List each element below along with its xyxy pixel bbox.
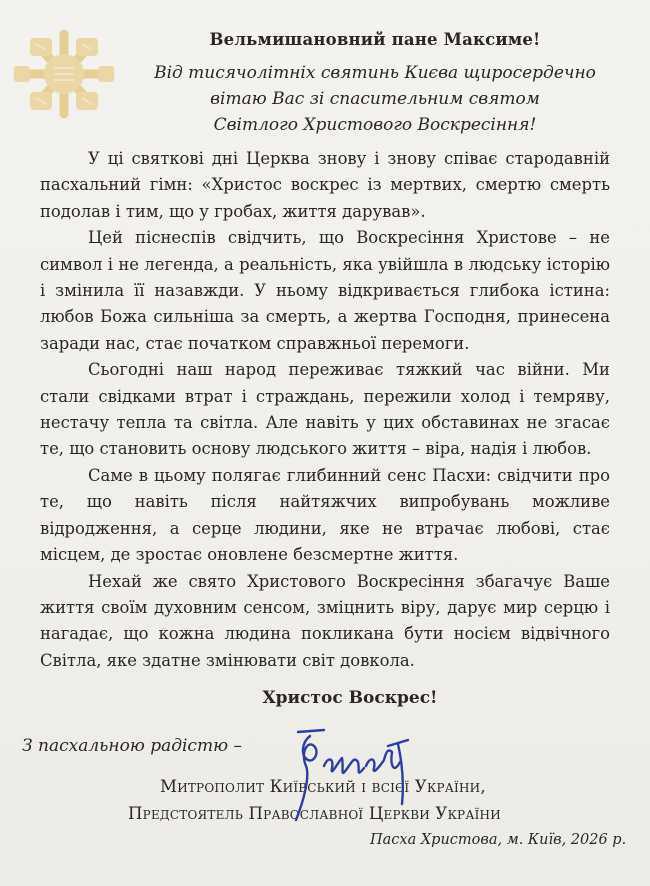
signatory-title: Митрополит Київський і всієї України, <box>160 777 486 796</box>
paragraph: Сьогодні наш народ переживає тяжкий час війни. Ми стали свідками втрат і страждань, пережили холод і темряву, нестачу тепла та світла. Але навіть у цих обставинах не згасає те, що становить основу людського життя – віра, надія і любов. <box>40 360 610 459</box>
greeting-line: Від тисячолітніх святинь Києва щиросердечно <box>154 63 596 83</box>
paragraph: Цей піснеспів свідчить, що Воскресіння Христове – не символ і не легенда, а реальність, яка увійшла в людську історію і змінила її назавжди. У ньому відкривається глибока істина: любов Божа сильніша за смерть, а жертва Господня, принесена заради нас, стає початком справжньої перемоги. <box>40 228 610 353</box>
closing-greeting: Христос Воскрес! <box>262 688 438 708</box>
paragraph: У ці святкові дні Церква знову і знову співає стародавній пасхальний гімн: «Христос воскрес із мертвих, смертю смерть подолав і тим, що у гробах, життя дарував». <box>40 149 610 221</box>
greeting-line: вітаю Вас зі спасительним святом <box>210 89 540 109</box>
greeting-line: Світлого Христового Воскресіння! <box>213 115 537 135</box>
gold-emblem-icon <box>10 28 118 120</box>
paragraph: Саме в цьому полягає глибинний сенс Пасхи: свідчити про те, що навіть після найтяжчих випробувань можливе відродження, а серце людини, яке не втрачає любові, стає місцем, де зростає оновлене безсмертне життя. <box>40 465 610 565</box>
place-date: Пасха Христова, м. Київ, 2026 р. <box>370 832 627 848</box>
signatory-office: Предстоятель Православної Церкви України <box>128 804 501 823</box>
salutation: Вельмишановний пане Максиме! <box>209 30 541 49</box>
regards-line: З пасхальною радістю – <box>22 736 242 756</box>
signature-icon <box>280 722 440 832</box>
greeting <box>140 60 610 138</box>
letter-body <box>40 146 610 674</box>
paragraph: Нехай же свято Христового Воскресіння збагачує Ваше життя своїм духовним сенсом, зміцнить віру, дарує мир серцю і нагадає, що кожна людина покликана бути носієм відвічного Світла, яке здатне змінювати світ довкола. <box>40 571 610 670</box>
